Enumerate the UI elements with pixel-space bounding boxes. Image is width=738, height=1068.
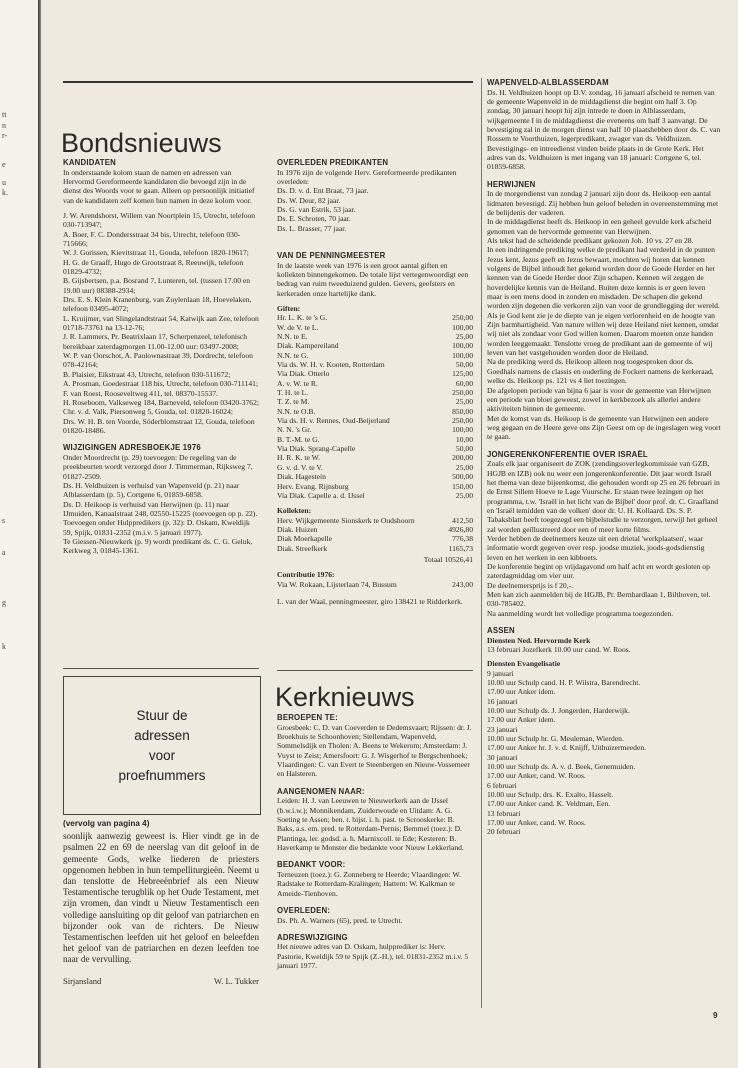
- schedule-line: 9 januari: [487, 668, 514, 678]
- jongeren-paragraph: Na aanmelding wordt het volledige programma toegezonden.: [487, 608, 674, 618]
- amount-row: [277, 516, 473, 525]
- donor-name: Via ds. H. v. Rennes, Oud-Beijerland: [277, 416, 390, 426]
- kandidaat-entry: J. W. Arendshorst, Willem van Noortplein 15, Utrecht, telefoon 030-713947;: [63, 210, 256, 230]
- wijziging-entry: Ds. H. Veldhuizen is verhuisd van Wapenveld (p. 21) naar Alblasserdam (p. 5), Cortgene 6, 01859-6858.: [63, 480, 240, 500]
- donor-name: Via Diak. Sprang-Capelle: [277, 444, 356, 454]
- wapenveld-text: Ds. H. Veldhuizen hoopt op D.V. zondag, 16 januari afscheid te nemen van de gemeente Wapenveld in de middagdienst die begint om half 3. Op zondag, 30 januari hoopt hij zijn intrede te doen in Alblasserdam, wijkgemeente I in de middagdienst die eveneens om half 3 aanvangt. De bevestiging zal in de morgen dienst van half 10 plaatshebben door ds. C. van Rossem te Voorthuizen, legerpredikant, zwager van ds. Veldhuizen. Bevestigings- en intreedienst vinden beide plaats in de Grote Kerk. Het adres van ds. Veldhuizen is met ingang van 18 januari: Cortgene 6, tel. 01859-6858.: [487, 87, 721, 172]
- schedule-line: 16 januari: [487, 696, 518, 706]
- donor-name: Diak. Huizen: [277, 524, 318, 534]
- box-line: proefnummers: [118, 767, 206, 783]
- kandidaat-entry: W. P. van Oorschot, A. Paulownastraat 39, Dordrecht, telefoon 078-42164;: [63, 351, 253, 370]
- donor-name: B. T.-M. te G.: [277, 434, 320, 444]
- kandidaten-heading: KANDIDATEN: [63, 158, 116, 167]
- donor-name: Diak Moerkapelle: [277, 534, 333, 544]
- kandidaat-entry: W. J. Gorissen, Kievitstraat 11, Gouda, telefoon 1820-19617;: [63, 248, 249, 258]
- column-3: [487, 78, 721, 837]
- schedule-line: 10.00 uur Schulp ds. A. v. d. Beek, Genemuiden.: [487, 762, 636, 772]
- herwijnen-paragraph: Met de komst van ds. Heikoop is de gemeente van Herwijnen een andere weg gegaan en de Heere geve ons Zijn Geest om op de ingeslagen weg voort te gaan.: [487, 413, 721, 442]
- aangenomen-text: Leiden: H. J. van Leeuwen te Nieuwerkerk aan de IJssel (b.w.i.w.); Monnikendam, Zuiderwoude en Uitdam: A. G. Soeting te Assen; ben. t. bijst. i. h. past. te Scrooskerke: B. Baks, a.s. em. pred. te Rotterdam-Pernis; Bemmel (toez.): D. Plantinga, ler. godsd. a. h. Marnixcoll. te Ede; Kesteren: B. Haverkamp te Monster die bedankte voor Nieuw Lekkerland.: [277, 796, 464, 852]
- schedule-line: 20 februari: [487, 827, 521, 837]
- kandidaat-entry: J. R. Lammers, Pr. Beatrixlaan 17, Scherpenzeel, telefonisch bereikbaar zaterdagmorgen 11.00-12.00 uur: 03497-2008;: [63, 332, 248, 351]
- contributie-name: Via W. Rokaan, Lijsterlaan 74, Bussum: [277, 579, 397, 589]
- kollekten-heading: Kollekten:: [277, 506, 312, 516]
- donor-name: Hr. L. K. te 's G.: [277, 313, 328, 323]
- donor-amount: 25,00: [455, 332, 473, 341]
- donor-name: N. N. 's Gr.: [277, 425, 312, 435]
- schedule-line: 10.00 uur Schulp, drs. K. Exalto, Hasselt.: [487, 790, 614, 800]
- herwijnen-paragraph: In de middagdienst heeft ds. Heikoop in een geheel gevulde kerk afscheid genomen van de hervormde gemeente van Herwijnen.: [487, 217, 712, 236]
- herwijnen-heading: HERWIJNEN: [487, 179, 536, 189]
- gutter-letter: k.: [2, 188, 8, 197]
- herwijnen-paragraphs: [487, 189, 721, 441]
- wijzigingen-heading: WIJZIGINGEN ADRESBOEKJE 1976: [63, 443, 201, 453]
- amount-row: [277, 463, 473, 472]
- wijziging-entry: Ds. D. Heikoop is verhuisd van Herwijnen (p. 11) naar IJmuiden, Kanaalstraat 248, 02550-15225 (toevoegen op p. 22).: [63, 499, 258, 518]
- gutter-letter: u: [2, 178, 6, 187]
- page-number: 9: [713, 1011, 718, 1020]
- schedule-line: 17.00 uur Anker hr. J. v. d. Knijff, Uithuizermeeden.: [487, 743, 647, 753]
- bondsnieuws-title: Bondsnieuws: [61, 128, 222, 158]
- donor-amount: 250,00: [452, 416, 473, 426]
- overleden-entry: Ds. G. van Estrik, 53 jaar.: [277, 204, 356, 214]
- amount-row: [277, 369, 473, 378]
- beroepen-heading: BEROEPEN TE:: [277, 713, 338, 722]
- donor-name: Via Diak. Capelle a. d. IJssel: [277, 490, 365, 500]
- wapenveld-heading: WAPENVELD-ALBLASSERDAM: [487, 78, 609, 87]
- donor-amount: 250,00: [452, 388, 473, 398]
- jongeren-paragraphs: [487, 459, 721, 618]
- gutter-letter: r-: [2, 131, 8, 140]
- donor-amount: 500,00: [452, 472, 473, 482]
- assen-heading: ASSEN: [487, 626, 515, 635]
- overleden-entry: Ds. E. Schroten, 70 jaar.: [277, 214, 351, 224]
- schedule-line: 17.00 uur Anker, cand. W. Roos.: [487, 771, 586, 781]
- diensten-ned-line: 13 februari Jozefkerk 10.00 uur cand. W. Roos.: [487, 644, 631, 654]
- amount-row: [277, 351, 473, 360]
- donor-name: W. de V. te L.: [277, 322, 319, 332]
- kandidaat-entry: Drs. W. H. B. ten Voorde, Söderblomstraat 12, Gouda, telefoon 01820-18486.: [63, 416, 255, 435]
- donor-amount: 150,00: [452, 481, 473, 491]
- herwijnen-paragraph: In de morgendienst van zondag 2 januari zijn door ds. Heikoop een aantal lidmaten bevestigd. Zij hebben hun geloof beleden in overeenstemming met de belijdenis der vaderen.: [487, 189, 719, 217]
- donor-name: Diak. Hagestein: [277, 472, 326, 482]
- schedule-line: 13 februari: [487, 808, 521, 818]
- beroepen-text: Groesbeek: C. D. van Coeverden te Dedemsvaart; Rijssen: dr. J. Broekhuis te Schoonhoven; Stellendam, Wapenveld, Sommelsdijk en Tholen: A. Beens te Wekerom; Amsterdam: J. Vuyst te Zeist; Amersfoort: G. J. Wisgerhof te Bergschenhoek; Vlaardingen: C. van Evert te Steenbergen en Nieuw-Vossemeer en Halsteren.: [277, 722, 472, 779]
- donor-amount: 25,00: [455, 397, 473, 407]
- schedule-line: 30 januari: [487, 752, 518, 762]
- donor-name: A. v. W. te R.: [277, 378, 318, 388]
- kandidaat-entry: Drs. E. S. Klein Kranenburg, van Zuylenlaan 18, Hoevelaken, telefoon 03495-4072;: [63, 295, 252, 314]
- amount-row: [277, 435, 473, 444]
- donor-amount: 100,00: [452, 341, 473, 351]
- vervolg-article: [63, 818, 259, 987]
- donor-name: G. v. d. V. te V.: [277, 462, 323, 472]
- kandidaat-entry: L. Kruijmer, van Slingelandtstraat 54, Katwijk aan Zee, telefoon 01718-73761 na 13-12-76;: [63, 313, 259, 333]
- wijziging-entry: Te Giessen-Nieuwkerk (p. 9) wordt predikant ds. C. G. Geluk, Kerkweg 3, 01845-1361.: [63, 536, 253, 556]
- donor-amount: 25,00: [455, 462, 473, 472]
- divider: [277, 670, 473, 671]
- amount-row: [277, 341, 473, 350]
- contributie-table: [277, 580, 473, 589]
- kandidaten-intro: In onderstaande kolom staan de namen en adressen van Hervormd Gereformeerde kandidaten die bevoegd zijn in de dienst des Woords voor te gaan. Alleen op persoonlijk initiatief van de kandidaten zelf komen hun namen in deze kolom voor.: [63, 167, 255, 205]
- jongeren-paragraph: Zoals elk jaar organiseert de ZOK (zendingsoverlegkommissie van GZB, HGJB en IZB) ook nu weer een jongerenkonferentie. Dit jaar wordt Israël het thema van deze bijeenkomst, die gehouden wordt op 25 en 26 februari in de Ernst Sillem Hoeve te Lage Vuursche. Er staan twee lezingen op het programma, t.w. 'Israël in het licht van de Bijbel' door prof. dr. C. Graafland en 'Israël temidden van de volken' door dr. U. H. Kollaard. Ds. S. P. Tabaksblatt heeft toegezegd een bijbelstudie te verzorgen, terwijl het geheel zal worden geïllustreerd door een of meer korte films.: [487, 459, 720, 534]
- gutter-letter: g: [2, 598, 6, 607]
- herwijnen-paragraph: Na de prediking werd ds. Heikoop alleen nog toegesproken door ds. Goedhals namens de classis en ouderling de Fockert namens de kerkeraad, welke ds. Heikoop ps. 121 vs 4 liet toezingen.: [487, 357, 714, 386]
- amount-row: [277, 379, 473, 388]
- donor-amount: 4926,80: [448, 524, 473, 534]
- overleden-entry: Ds. D. v. d. Ent Braat, 73 jaar.: [277, 186, 369, 196]
- amount-row: [277, 491, 473, 500]
- wijziging-entry: Toevoegen onder Hulppredikers (p. 32): D. Oskam, Kweldijk 59, Spijk, 01831-2352 (m.i.v. 5 januari 1977).: [63, 518, 250, 537]
- jongeren-paragraph: Men kan zich aanmelden bij de HGJB, Pr. Bernhardlaan 1, Bilthoven, tel. 030-785402.: [487, 589, 711, 609]
- kandidaat-entry: H. Roseboom, Valkseweg 184, Barneveld, telefoon 03420-3762;: [63, 397, 259, 407]
- donor-name: Herv. Evang. Rijnsburg: [277, 481, 349, 491]
- schedule-line: 10.00 uur Schulp hr. G. Meuleman, Wierden.: [487, 734, 624, 744]
- divider: [63, 668, 259, 669]
- penningmeester-signature: L. van der Waal, penningmeester, giro 138421 te Ridderkerk.: [277, 596, 463, 606]
- donor-amount: 200,00: [452, 453, 473, 463]
- diensten-evang-heading: Diensten Evangelisatie: [487, 659, 561, 669]
- donor-amount: 100,00: [452, 322, 473, 332]
- amount-row: [277, 472, 473, 481]
- amount-row: [277, 482, 473, 491]
- aangenomen-heading: AANGENOMEN NAAR:: [277, 786, 365, 796]
- page-sheet: [41, 0, 738, 1068]
- gutter-letter: n: [2, 121, 6, 130]
- amount-row: [277, 323, 473, 332]
- donor-amount: 60,00: [455, 378, 473, 388]
- schedule-line: 6 februari: [487, 780, 517, 790]
- schedule-line: 17.00 uur Anker cand. K. Veldman, Een.: [487, 799, 611, 809]
- giften-table: [277, 313, 473, 500]
- donor-amount: 125,00: [452, 369, 473, 379]
- amount-row: [277, 313, 473, 322]
- gutter-letter: a: [2, 548, 6, 557]
- donor-name: Herv. Wijkgemeente Sionskerk te Oudshoorn: [277, 515, 415, 525]
- overleden-entry: Ds. W. Deur, 82 jaar.: [277, 195, 341, 205]
- donor-name: N.N. te G.: [277, 350, 309, 360]
- totaal: Totaal 10526,41: [423, 554, 473, 564]
- kandidaten-list: [63, 211, 259, 435]
- wijzigingen-list: [63, 453, 259, 556]
- donor-amount: 100,00: [452, 350, 473, 360]
- overleden-text: Ds. Ph. A. Warners (65), pred. te Utrecht.: [277, 915, 403, 925]
- adreswijziging-text: Het nieuwe adres van D. Oskam, hulpprediker is: Herv. Pastorie, Kweldijk 59 te Spijk (Z.-H.), tel. 01831-2352 m.i.v. 5 januari 1977.: [277, 942, 469, 971]
- vervolg-place: Sirjansland: [63, 975, 102, 986]
- schedule-list: [487, 669, 721, 837]
- donor-amount: 50,00: [455, 360, 473, 370]
- kollekten-table: [277, 516, 473, 553]
- herwijnen-paragraph: Als tekst had de scheidende predikant gekozen Joh. 10 vs. 27 en 28.: [487, 236, 694, 245]
- donor-name: N.N. te E.: [277, 332, 308, 341]
- donor-amount: 1165,73: [448, 543, 473, 553]
- donor-name: Via ds. W. H. v. Kooten, Rotterdam: [277, 360, 385, 370]
- diensten-ned-heading: Diensten Ned. Hervormde Kerk: [487, 635, 591, 645]
- jongeren-heading: JONGERENKONFERENTIE OVER ISRAËL: [487, 449, 648, 459]
- donor-amount: 100,00: [452, 425, 473, 435]
- schedule-line: 17.00 uur Anker, cand. W. Roos.: [487, 818, 586, 828]
- top-rule: [63, 81, 473, 83]
- herwijnen-paragraph: In een indringende prediking welke de predikant had verdeeld in de punten Jezus kent, Jezus geeft en Jezus bewaart, mochten wij horen dat kennen volgens de Bijbel inhoudt het gekend worden door de Goede Herder en het kennen van de Goede Herder door Zijn schapen. Kennen wil zeggen de hoverdelijke kennis van de Heiland. Buiten deze kennis is er geen leven maar is een mens dood in zonden en misdaden. De schapen die gekend worden zijn degenen die verkoren zijn van voor de grondlegging der wereld. Als je God kent zie je de diepte van je eigen verlorenheid en de hoogte van Zijn barmhartigheid. Van nature willen wij deze Heiland niet kennen, omdat wij niet als zondaar voor God willen komen. Daarom moeten onze handen worden leeggemaakt. Tenslotte vroeg de predikant aan de gemeente of wij leven van het vastgehouden worden door de Heiland.: [487, 245, 720, 358]
- kandidaat-entry: A. Prosman, Goedestraat 118 bis, Utrecht, telefoon 030-711141;: [63, 379, 259, 389]
- donor-name: Diak. Kampereiland: [277, 341, 339, 351]
- kandidaat-entry: Chr. v. d. Valk, Piersonweg 5, Gouda, tel. 01820-16024;: [63, 407, 234, 417]
- overleden-predikanten-heading: OVERLEDEN PREDIKANTEN: [277, 158, 389, 167]
- amount-row: [277, 444, 473, 453]
- donor-name: T. H. te L.: [277, 388, 309, 398]
- amount-row: [277, 397, 473, 406]
- donor-name: Via Diak. Otterlo: [277, 369, 330, 379]
- amount-row: [277, 388, 473, 397]
- donor-amount: 10,00: [455, 434, 473, 444]
- overleden-list: [277, 186, 473, 233]
- column-2: [277, 158, 473, 606]
- donor-amount: 25,00: [455, 490, 473, 500]
- box-line: voor: [148, 747, 176, 763]
- column-1: [63, 158, 259, 556]
- amount-row: [277, 525, 473, 534]
- wijziging-entry: Onder Moordrecht (p. 29) toevoegen: De regeling van de preekbeurten wordt verzorgd door J. Timmerman, Rijksweg 7, 01827-2509.: [63, 452, 253, 481]
- amount-row: [277, 416, 473, 425]
- donor-amount: 412,50: [452, 515, 473, 525]
- vervolg-text: soonlijk aanwezig geweest is. Hier vindt ge in de psalmen 22 en 69 de neerslag van dit geloof in de gemeente Gods, welke liederen de priesters opgenomen hebben in hun tempelliturgieën. Neemt u dan tenslotte de Hebreeënbrief als een Nieuw Testamentische terugblik op het Oude Testament, met zijn vromen, dan vindt u Nieuw Testamentisch een volledige aansluiting op dit geloof van patriarchen en bijzonder ook van de richters. De Nieuw Testamentischen leefden uit het geloof en beleefden het geloof van de patriarchen en dezen leefden toe naar de vervulling.: [63, 831, 259, 965]
- adreswijziging-heading: ADRESWIJZIGING: [277, 932, 348, 942]
- amount-row: [277, 544, 473, 553]
- giften-heading: Giften:: [277, 303, 301, 313]
- amount-row: [277, 407, 473, 416]
- kandidaat-entry: H. G. de Graaff, Hugo de Grootstraat 8, Reeuwijk, telefoon 01829-4732;: [63, 257, 244, 277]
- amount-row: [277, 332, 473, 341]
- overleden-entry: Ds. L. Brasser, 77 jaar.: [277, 223, 347, 233]
- kandidaat-entry: B. Gijsbertsen, p.a. Bosrand 7, Lunteren, tel. (tussen 17.00 en 19.00 uur) 08388-2934;: [63, 276, 251, 295]
- donor-name: H. R. K. te W.: [277, 453, 321, 463]
- bedankt-heading: BEDANKT VOOR:: [277, 860, 346, 870]
- gutter-letter: k: [2, 642, 6, 651]
- jongeren-paragraph: Verder hebben de deelnemers keuze uit een drietal 'werkplaatsen', waar informatie wordt gegeven over resp. joodse muziek, joods-godsdienstig leven en het werken in een kibboets.: [487, 533, 705, 562]
- gutter-letter: tt: [2, 110, 7, 119]
- overleden-heading: OVERLEDEN:: [277, 905, 331, 915]
- donor-amount: 50,00: [455, 444, 473, 454]
- donor-amount: 776,38: [452, 534, 473, 544]
- schedule-line: 17.00 uur Anker idem.: [487, 687, 556, 697]
- donor-amount: 850,00: [452, 406, 473, 416]
- donor-name: T. Z. te M.: [277, 397, 310, 407]
- herwijnen-paragraph: De afgelopen periode van bijna 6 jaar is voor de gemeente van Herwijnen een periode van bloei geweest, zowel in kerkbezoek als allerlei andere aktiviteiten binnen de gemeente.: [487, 385, 711, 414]
- schedule-line: 17.00 uur Anker idem.: [487, 715, 556, 725]
- box-line: adressen: [134, 727, 190, 743]
- amount-row: [277, 534, 473, 543]
- kerknieuws-title: Kerknieuws: [275, 682, 415, 712]
- vervolg-author: W. L. Tukker: [213, 975, 259, 986]
- donor-name: N.N. te O.B.: [277, 406, 316, 416]
- kandidaat-entry: F. van Roest, Rooseveltweg 411, tel. 08370-15537.: [63, 388, 218, 398]
- schedule-line: 10.00 uur Schulp ds. J. Jongerden, Harderwijk.: [487, 706, 630, 715]
- overleden-intro: In 1976 zijn de volgende Herv. Gereformeerde predikanten overleden:: [277, 167, 457, 186]
- kandidaat-entry: A. Boer, F. C. Dondersstraat 34 bis, Utrecht, telefoon 030-715666;: [63, 229, 241, 248]
- donor-name: Diak. Streefkerk: [277, 543, 328, 553]
- penningmeester-intro: In de laatste week van 1976 is een groot aantal giften en kollekten binnengekomen. De totale lijst vertegenwoordigt een bedrag van ruim tweeduizend gulden. Gevers, geefsters en kerkeraden onze hartelijke dank.: [277, 260, 469, 298]
- column-divider: [481, 78, 482, 1008]
- contributie-row: [277, 580, 473, 589]
- jongeren-paragraph: De deelnemersprijs is f 20,-.: [487, 580, 574, 590]
- amount-row: [277, 425, 473, 434]
- jongeren-paragraph: De konferentie begint op vrijdagavond om half acht en wordt gesloten op zaterdagmiddag om vier uur.: [487, 561, 710, 581]
- penningmeester-heading: VAN DE PENNINGMEESTER: [277, 251, 386, 260]
- proefnummers-box: [63, 676, 261, 815]
- kandidaat-entry: B. Plaisier, Eikstraat 43, Utrecht, telefoon 030-511672;: [63, 369, 231, 379]
- amount-row: [277, 360, 473, 369]
- bedankt-text: Terneuzen (toez.): G. Zonneberg te Heerde; Vlaardingen: W. Radstake te Rotterdam-Kralingen; Hattem: W. Kalkman te Ameide-Tienhoven.: [277, 869, 461, 898]
- donor-amount: 250,00: [452, 313, 473, 323]
- kerknieuws-body: [277, 713, 473, 971]
- box-line: Stuur de: [136, 707, 188, 723]
- amount-row: [277, 453, 473, 462]
- gutter-letter: s: [2, 516, 6, 525]
- contributie-amount: 243,00: [452, 579, 473, 589]
- vervolg-heading: (vervolg van pagina 4): [63, 819, 150, 828]
- schedule-line: 23 januari: [487, 724, 518, 734]
- previous-page-edge: [0, 0, 38, 1068]
- schedule-line: 10.00 uur Schulp cand. H. P. Wilstra, Barendrecht.: [487, 677, 641, 687]
- contributie-heading: Contributie 1976:: [277, 570, 335, 580]
- gutter-letter: e: [2, 160, 6, 169]
